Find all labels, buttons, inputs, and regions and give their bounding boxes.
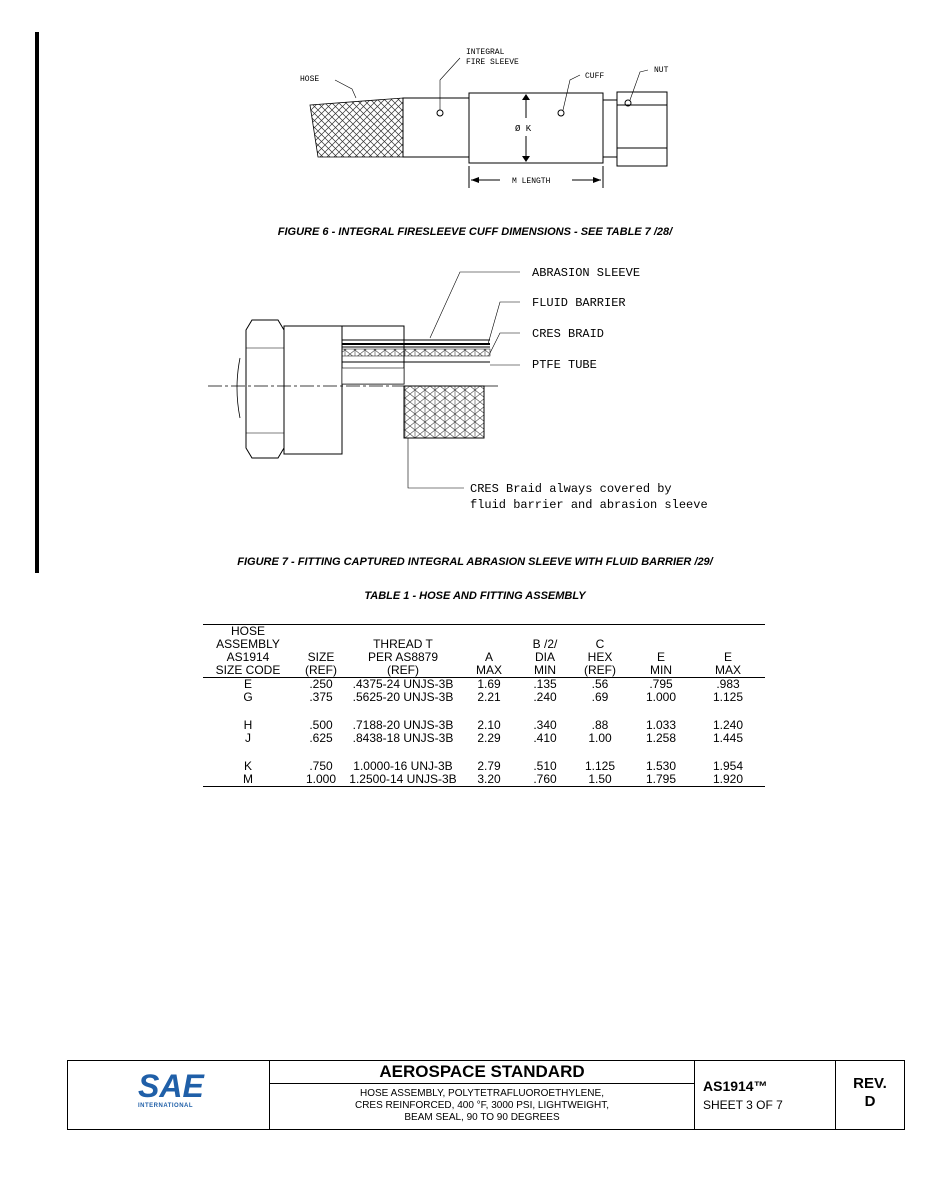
- cell-thread: 1.2500-14 UNJS-3B: [349, 772, 457, 786]
- cell-a-max: 3.20: [457, 773, 521, 787]
- header-cell: DIA: [534, 650, 555, 664]
- table-1-title: TABLE 1 - HOSE AND FITTING ASSEMBLY: [364, 590, 586, 602]
- header-cell: [457, 625, 521, 639]
- revision-label: REV.: [853, 1075, 887, 1092]
- cell-b-dia: .135: [533, 677, 557, 691]
- header-cell: [631, 625, 691, 639]
- header-cell: SIZE: [307, 650, 335, 664]
- label-cres-braid: CRES BRAID: [532, 327, 605, 341]
- cell-c-hex: 1.125: [584, 759, 616, 773]
- label-nut: NUT: [654, 66, 669, 75]
- cell-b-dia: .410: [533, 731, 557, 745]
- header-cell: B /2/: [532, 637, 558, 651]
- cell-size: .500: [309, 718, 333, 732]
- cell-c-hex: 1.00: [588, 731, 612, 745]
- cell-size-code: M: [203, 773, 293, 787]
- cell-a-max: 2.29: [477, 731, 501, 745]
- figure-7-caption: FIGURE 7 - FITTING CAPTURED INTEGRAL ABRASION SLEEVE WITH FLUID BARRIER /29/: [237, 556, 713, 568]
- standard-cell: [270, 1061, 695, 1129]
- cell-a-max: 2.79: [477, 759, 501, 773]
- table-header-row: [203, 664, 765, 678]
- cell-e-min: 1.000: [645, 690, 677, 704]
- cell-e-min: .795: [649, 677, 673, 691]
- cell-size-code: G: [243, 690, 253, 704]
- desc-line: CRES REINFORCED, 400 °F, 3000 PSI, LIGHTWEIGHT,: [354, 1100, 610, 1111]
- cell-size-code: K: [243, 759, 252, 773]
- cell-c-hex: .56: [591, 677, 609, 691]
- figure-6-drawing: [290, 40, 690, 190]
- header-cell: E: [723, 650, 732, 664]
- table-row: [203, 773, 765, 787]
- header-cell: PER AS8879: [367, 650, 439, 664]
- header-cell: [349, 625, 457, 639]
- header-cell: MAX: [457, 664, 521, 678]
- cell-a-max: 2.10: [477, 718, 501, 732]
- header-cell: AS1914: [226, 650, 270, 664]
- cell-c-hex: .88: [591, 718, 609, 732]
- header-cell: (REF): [293, 664, 349, 678]
- header-cell: SIZE CODE: [203, 664, 293, 678]
- header-cell: HOSE: [230, 624, 265, 638]
- cell-e-max: 1.125: [712, 690, 744, 704]
- cell-e-max: 1.954: [712, 759, 744, 773]
- cell-a-max: 1.69: [477, 677, 501, 691]
- header-cell: [293, 625, 349, 639]
- title-block: [67, 1060, 905, 1130]
- header-cell: (REF): [569, 664, 631, 678]
- cell-thread: .7188-20 UNJS-3B: [352, 718, 454, 732]
- header-cell: A: [484, 650, 493, 664]
- label-dia-k: Ø K: [515, 124, 532, 134]
- cell-b-dia: .760: [521, 773, 569, 787]
- cell-size: .375: [309, 690, 333, 704]
- label-hose: HOSE: [300, 75, 320, 84]
- figure-6-caption: FIGURE 6 - INTEGRAL FIRESLEEVE CUFF DIMENSIONS - SEE TABLE 7 /28/: [277, 226, 673, 238]
- cell-e-max: .983: [716, 677, 740, 691]
- header-cell: [691, 625, 765, 639]
- cell-size-code: J: [245, 731, 251, 745]
- logo-cell: [68, 1061, 270, 1129]
- cell-e-max: 1.920: [691, 773, 765, 787]
- sae-logo: [136, 1067, 216, 1107]
- label-abrasion-sleeve: ABRASION SLEEVE: [532, 266, 641, 280]
- cell-e-min: 1.530: [645, 759, 677, 773]
- revision-value: D: [864, 1093, 876, 1110]
- header-cell: THREAD T: [373, 637, 433, 651]
- note-line-1: CRES Braid always covered by: [470, 482, 672, 496]
- header-cell: ASSEMBLY: [216, 637, 280, 651]
- label-integral-2: FIRE SLEEVE: [466, 58, 519, 67]
- table-header-row: [203, 625, 765, 639]
- doc-number: AS1914™: [703, 1078, 768, 1094]
- cell-b-dia: .240: [533, 690, 557, 704]
- standard-description: [270, 1088, 694, 1124]
- header-cell: MIN: [521, 664, 569, 678]
- cell-size-code: E: [243, 677, 252, 691]
- table-row: [203, 678, 765, 692]
- header-cell: [569, 625, 631, 639]
- doc-number-cell: [695, 1061, 836, 1129]
- figure-7-drawing: [200, 258, 760, 520]
- cell-size-code: H: [243, 718, 253, 732]
- header-cell: C: [595, 637, 605, 651]
- table-row: [203, 691, 765, 704]
- header-cell: HEX: [587, 650, 613, 664]
- sheet-number: SHEET 3 OF 7: [703, 1098, 783, 1112]
- cell-b-dia: .340: [533, 718, 557, 732]
- header-cell: MIN: [631, 664, 691, 678]
- desc-line: HOSE ASSEMBLY, POLYTETRAFLUOROETHYLENE,: [360, 1088, 604, 1099]
- header-cell: MAX: [691, 664, 765, 678]
- cell-b-dia: .510: [533, 759, 557, 773]
- logo-subtext: INTERNATIONAL: [138, 1103, 194, 1109]
- desc-line: BEAM SEAL, 90 TO 90 DEGREES: [404, 1112, 560, 1123]
- cell-e-min: 1.258: [645, 731, 677, 745]
- label-fluid-barrier: FLUID BARRIER: [532, 296, 626, 310]
- hose-fitting-table: [203, 624, 765, 787]
- header-cell: E: [656, 650, 665, 664]
- table-row: [203, 732, 765, 745]
- cell-thread: 1.0000-16 UNJ-3B: [353, 759, 453, 773]
- cell-thread: .8438-18 UNJS-3B: [352, 731, 454, 745]
- note-line-2: fluid barrier and abrasion sleeve: [470, 498, 708, 512]
- cell-e-min: 1.795: [631, 773, 691, 787]
- table-header-row: [203, 638, 765, 651]
- cell-e-max: 1.445: [712, 731, 744, 745]
- label-integral-1: INTEGRAL: [466, 48, 505, 57]
- cell-c-hex: .69: [591, 690, 609, 704]
- table-spacer: [203, 745, 765, 760]
- cell-size: 1.000: [293, 773, 349, 787]
- label-ptfe-tube: PTFE TUBE: [532, 358, 597, 372]
- svg-text:SAE: SAE: [138, 1068, 204, 1104]
- cell-size: .625: [309, 731, 333, 745]
- table-spacer: [203, 704, 765, 719]
- cell-thread: .5625-20 UNJS-3B: [352, 690, 454, 704]
- revision-cell: [836, 1061, 904, 1129]
- cell-thread: .4375-24 UNJS-3B: [352, 677, 454, 691]
- standard-title: AEROSPACE STANDARD: [270, 1061, 694, 1084]
- cell-a-max: 2.21: [477, 690, 501, 704]
- cell-e-min: 1.033: [645, 718, 677, 732]
- cell-c-hex: 1.50: [569, 773, 631, 787]
- change-bar: [35, 32, 39, 573]
- cell-size: .750: [309, 759, 333, 773]
- header-cell: [521, 625, 569, 639]
- cell-e-max: 1.240: [712, 718, 744, 732]
- header-cell: (REF): [349, 664, 457, 678]
- cell-size: .250: [309, 677, 333, 691]
- label-cuff: CUFF: [585, 72, 605, 81]
- label-m-length: M LENGTH: [512, 177, 551, 186]
